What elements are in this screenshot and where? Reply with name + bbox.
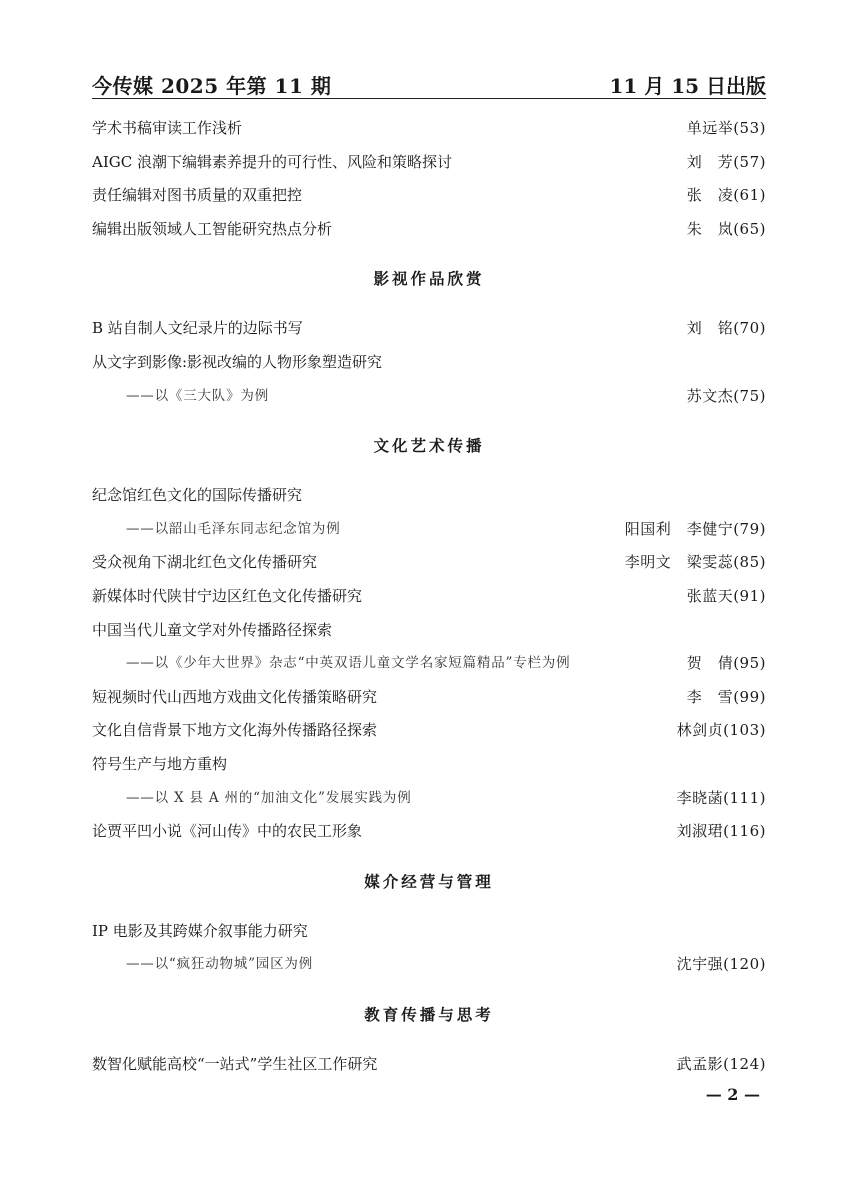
author-page: 武孟影(124) bbox=[676, 1054, 766, 1073]
author-page: 张 凌(61) bbox=[686, 186, 766, 205]
author-page: 刘淑珺(116) bbox=[676, 822, 766, 841]
toc-entry-row bbox=[92, 546, 766, 580]
article-title: 纪念馆红色文化的国际传播研究 bbox=[92, 486, 303, 505]
toc-entry-row bbox=[92, 213, 766, 247]
toc-entry-row bbox=[92, 312, 766, 346]
toc-entry-row bbox=[92, 748, 766, 782]
toc-entry-row bbox=[92, 479, 766, 513]
section-heading: 媒介经营与管理 bbox=[364, 871, 494, 891]
article-title: 受众视角下湖北红色文化传播研究 bbox=[92, 553, 318, 572]
table-of-contents bbox=[92, 112, 766, 1081]
article-subtitle: ——以《三大队》为例 bbox=[126, 387, 269, 404]
section-heading: 教育传播与思考 bbox=[364, 1004, 494, 1024]
toc-subtitle-row bbox=[92, 782, 766, 816]
publish-date: 11 月 15 日出版 bbox=[609, 74, 766, 98]
toc-entry-row bbox=[92, 614, 766, 648]
article-title: 责任编辑对图书质量的双重把控 bbox=[92, 186, 303, 205]
author-page: 阳国利 李健宁(79) bbox=[624, 519, 766, 538]
page-number: — 2 — bbox=[705, 1085, 760, 1104]
toc-entry-row bbox=[92, 815, 766, 849]
author-page: 单远举(53) bbox=[686, 119, 766, 137]
running-header bbox=[92, 68, 766, 99]
toc-entry-row bbox=[92, 1048, 766, 1082]
article-title: 符号生产与地方重构 bbox=[92, 754, 228, 773]
article-title: IP 电影及其跨媒介叙事能力研究 bbox=[92, 921, 308, 940]
article-title: 文化自信背景下地方文化海外传播路径探索 bbox=[92, 721, 378, 740]
toc-entry-row bbox=[92, 915, 766, 949]
author-page: 刘 芳(57) bbox=[686, 152, 766, 171]
article-subtitle: ——以 X 县 A 州的“加油文化”发展实践为例 bbox=[126, 789, 412, 806]
article-title: 数智化赋能高校“一站式”学生社区工作研究 bbox=[92, 1054, 378, 1073]
author-page: 李 雪(99) bbox=[686, 687, 766, 706]
article-title: AIGC 浪潮下编辑素养提升的可行性、风险和策略探讨 bbox=[92, 152, 452, 171]
article-title: 新媒体时代陕甘宁边区红色文化传播研究 bbox=[92, 586, 363, 605]
article-title: 编辑出版领域人工智能研究热点分析 bbox=[92, 219, 333, 238]
toc-entry-row bbox=[92, 681, 766, 715]
article-title: 中国当代儿童文学对外传播路径探索 bbox=[92, 620, 333, 639]
article-title: 短视频时代山西地方戏曲文化传播策略研究 bbox=[92, 687, 378, 706]
author-page: 张蓝天(91) bbox=[686, 586, 766, 605]
toc-entry-row bbox=[92, 714, 766, 748]
author-page: 李晓菡(111) bbox=[676, 788, 766, 807]
author-page: 贺 倩(95) bbox=[686, 654, 766, 673]
journal-issue: 今传媒 2025 年第 11 期 bbox=[92, 74, 332, 98]
article-subtitle: ——以《少年大世界》杂志“中英双语儿童文学名家短篇精品”专栏为例 bbox=[126, 655, 571, 672]
article-subtitle: ——以“疯狂动物城”园区为例 bbox=[126, 956, 314, 973]
author-page: 朱 岚(65) bbox=[686, 219, 766, 238]
section-heading: 文化艺术传播 bbox=[373, 436, 485, 456]
author-page: 苏文杰(75) bbox=[686, 386, 766, 405]
article-title: 论贾平凹小说《河山传》中的农民工形象 bbox=[92, 822, 363, 841]
toc-subtitle-row bbox=[92, 513, 766, 547]
toc-subtitle-row bbox=[92, 380, 766, 414]
author-page: 沈宇强(120) bbox=[676, 955, 766, 974]
article-subtitle: ——以韶山毛泽东同志纪念馆为例 bbox=[126, 520, 341, 537]
toc-entry-row bbox=[92, 146, 766, 180]
author-page: 李明文 梁雯蕊(85) bbox=[624, 553, 766, 572]
toc-subtitle-row bbox=[92, 647, 766, 681]
toc-entry-row bbox=[92, 346, 766, 380]
article-title: 从文字到影像:影视改编的人物形象塑造研究 bbox=[92, 352, 383, 371]
section-heading: 影视作品欣赏 bbox=[373, 269, 485, 289]
article-title: B 站自制人文纪录片的边际书写 bbox=[92, 319, 303, 338]
toc-entry-row bbox=[92, 112, 766, 146]
article-title: 学术书稿审读工作浅析 bbox=[92, 119, 243, 137]
toc-entry-row bbox=[92, 179, 766, 213]
author-page: 林剑贞(103) bbox=[676, 721, 766, 740]
author-page: 刘 铭(70) bbox=[686, 319, 766, 338]
toc-entry-row bbox=[92, 580, 766, 614]
toc-subtitle-row bbox=[92, 948, 766, 982]
